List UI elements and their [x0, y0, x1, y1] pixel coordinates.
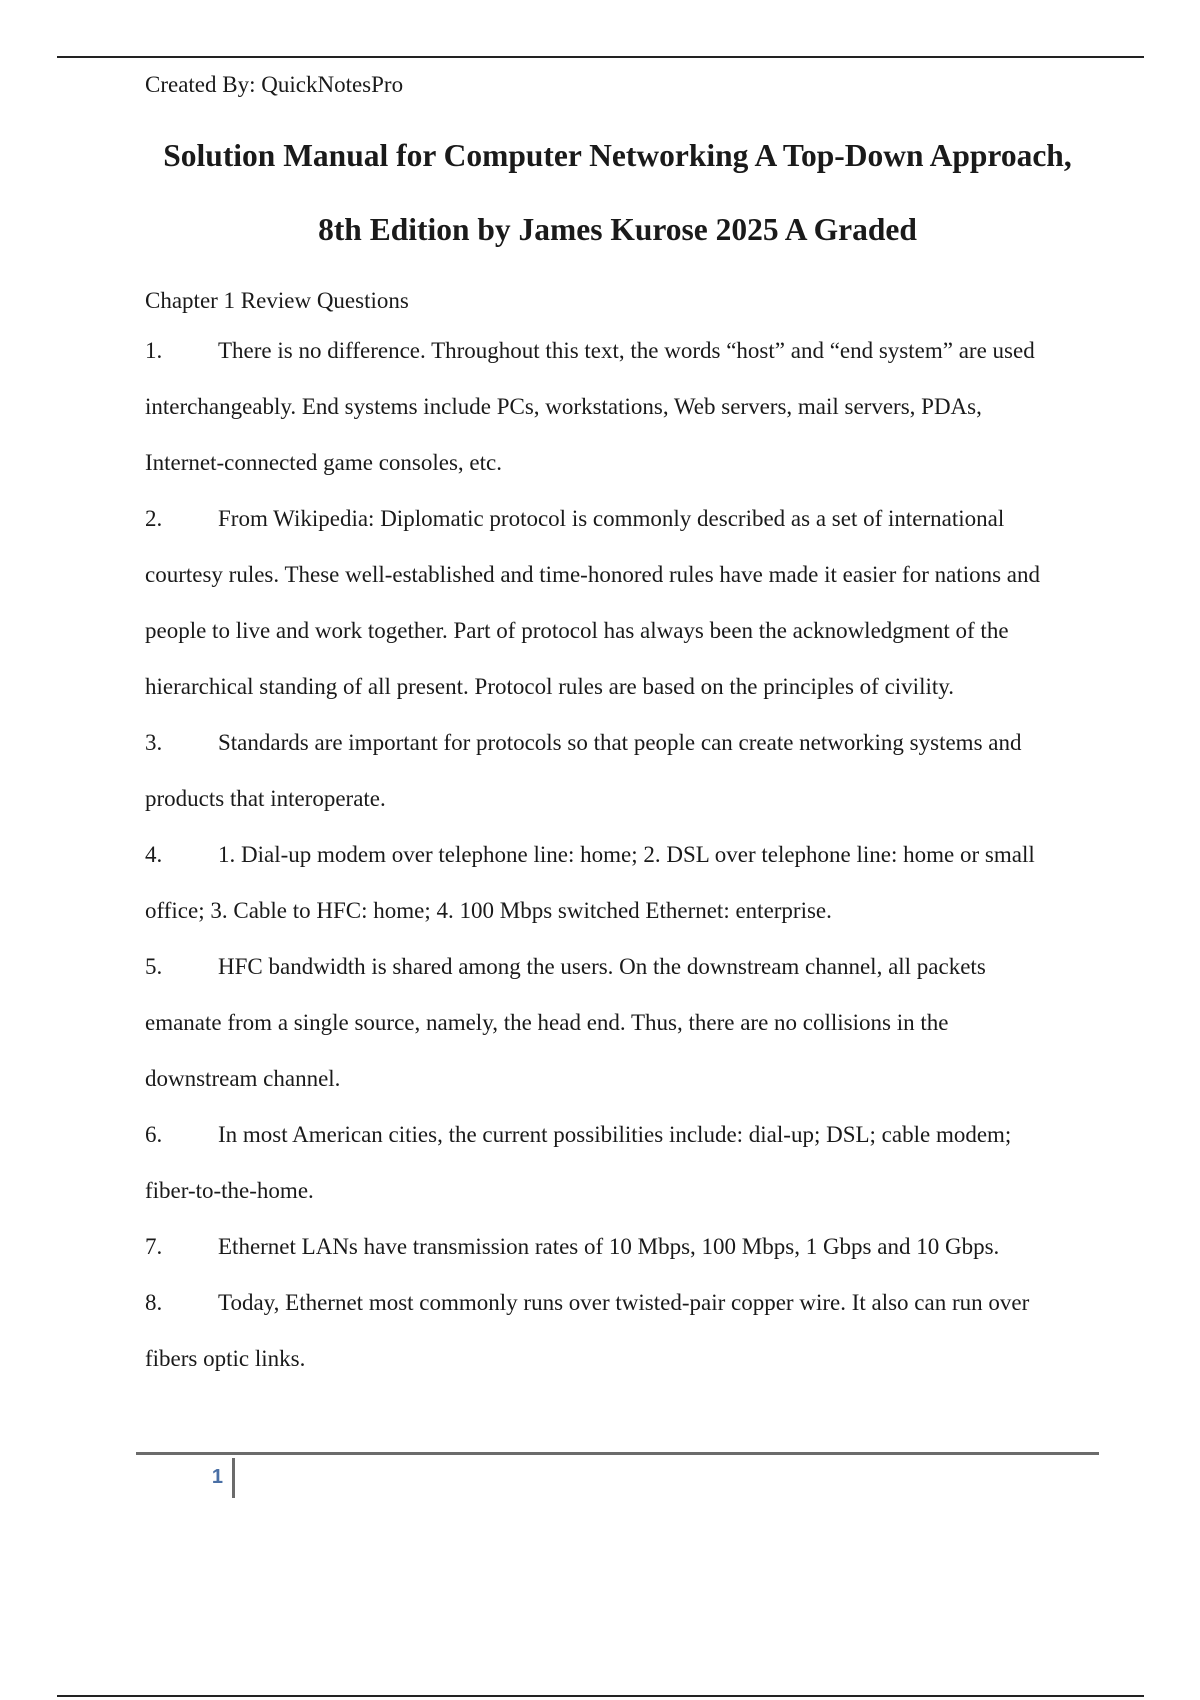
- question-line: Internet-connected game consoles, etc.: [145, 450, 502, 475]
- question-first-line: [145, 1107, 1090, 1163]
- question-line: people to live and work together. Part of protocol has always been the acknowledgment of the: [145, 618, 1009, 643]
- question-number: 1.: [145, 338, 163, 363]
- question-first-line: [145, 827, 1090, 883]
- question-text: Today, Ethernet most commonly runs over twisted-pair copper wire. It also can run over: [218, 1290, 1030, 1315]
- question-text: Standards are important for protocols so that people can create networking systems and: [218, 730, 1022, 755]
- question-text: Ethernet LANs have transmission rates of 10 Mbps, 100 Mbps, 1 Gbps and 10 Gbps.: [218, 1234, 1000, 1259]
- question-first-line: [145, 1219, 1090, 1275]
- question-text: There is no difference. Throughout this text, the words “host” and “end system” are used: [218, 338, 1035, 363]
- question-line: downstream channel.: [145, 1066, 341, 1091]
- question-number: 2.: [145, 506, 163, 531]
- question-8: [145, 1275, 1090, 1387]
- question-line: products that interoperate.: [145, 786, 386, 811]
- document-title-line-1: Solution Manual for Computer Networking A Top-Down Approach,: [163, 138, 1072, 173]
- question-line: emanate from a single source, namely, the head end. Thus, there are no collisions in the: [145, 1010, 949, 1035]
- document-page: [145, 68, 1090, 1387]
- question-line: courtesy rules. These well-established and time-honored rules have made it easier for nations and: [145, 562, 1041, 587]
- creator-line: Created By: QuickNotesPro: [145, 72, 404, 97]
- question-line: hierarchical standing of all present. Protocol rules are based on the principles of civility.: [145, 674, 954, 699]
- question-text: From Wikipedia: Diplomatic protocol is commonly described as a set of international: [218, 506, 1005, 531]
- questions-list: [145, 323, 1090, 1387]
- question-5: [145, 939, 1090, 1107]
- question-text: 1. Dial-up modem over telephone line: home; 2. DSL over telephone line: home or small: [218, 842, 1035, 867]
- chapter-heading: Chapter 1 Review Questions: [145, 288, 409, 313]
- question-line: office; 3. Cable to HFC: home; 4. 100 Mbps switched Ethernet: enterprise.: [145, 898, 832, 923]
- question-number: 6.: [145, 1122, 163, 1147]
- question-6: [145, 1107, 1090, 1219]
- question-3: [145, 715, 1090, 827]
- question-line: interchangeably. End systems include PCs, workstations, Web servers, mail servers, PDAs,: [145, 394, 982, 419]
- question-first-line: [145, 1275, 1090, 1331]
- page-number: 1: [211, 1466, 223, 1488]
- question-number: 8.: [145, 1290, 163, 1315]
- question-2: [145, 491, 1090, 715]
- question-first-line: [145, 715, 1090, 771]
- question-4: [145, 827, 1090, 939]
- footer-rule: [136, 1452, 1099, 1455]
- question-text: HFC bandwidth is shared among the users. On the downstream channel, all packets: [218, 954, 986, 979]
- question-7: [145, 1219, 1090, 1275]
- question-first-line: [145, 939, 1090, 995]
- question-line: fiber-to-the-home.: [145, 1178, 314, 1203]
- question-first-line: [145, 491, 1090, 547]
- question-1: [145, 323, 1090, 491]
- bottom-rule: [57, 1695, 1144, 1697]
- question-line: fibers optic links.: [145, 1346, 306, 1371]
- question-number: 4.: [145, 842, 163, 867]
- question-text: In most American cities, the current possibilities include: dial-up; DSL; cable modem;: [218, 1122, 1012, 1147]
- question-number: 3.: [145, 730, 163, 755]
- question-first-line: [145, 323, 1090, 379]
- question-number: 7.: [145, 1234, 163, 1259]
- top-rule: [57, 56, 1144, 58]
- document-title-line-2: 8th Edition by James Kurose 2025 A Graded: [318, 212, 917, 247]
- page-number-divider: [232, 1458, 235, 1498]
- question-number: 5.: [145, 954, 163, 979]
